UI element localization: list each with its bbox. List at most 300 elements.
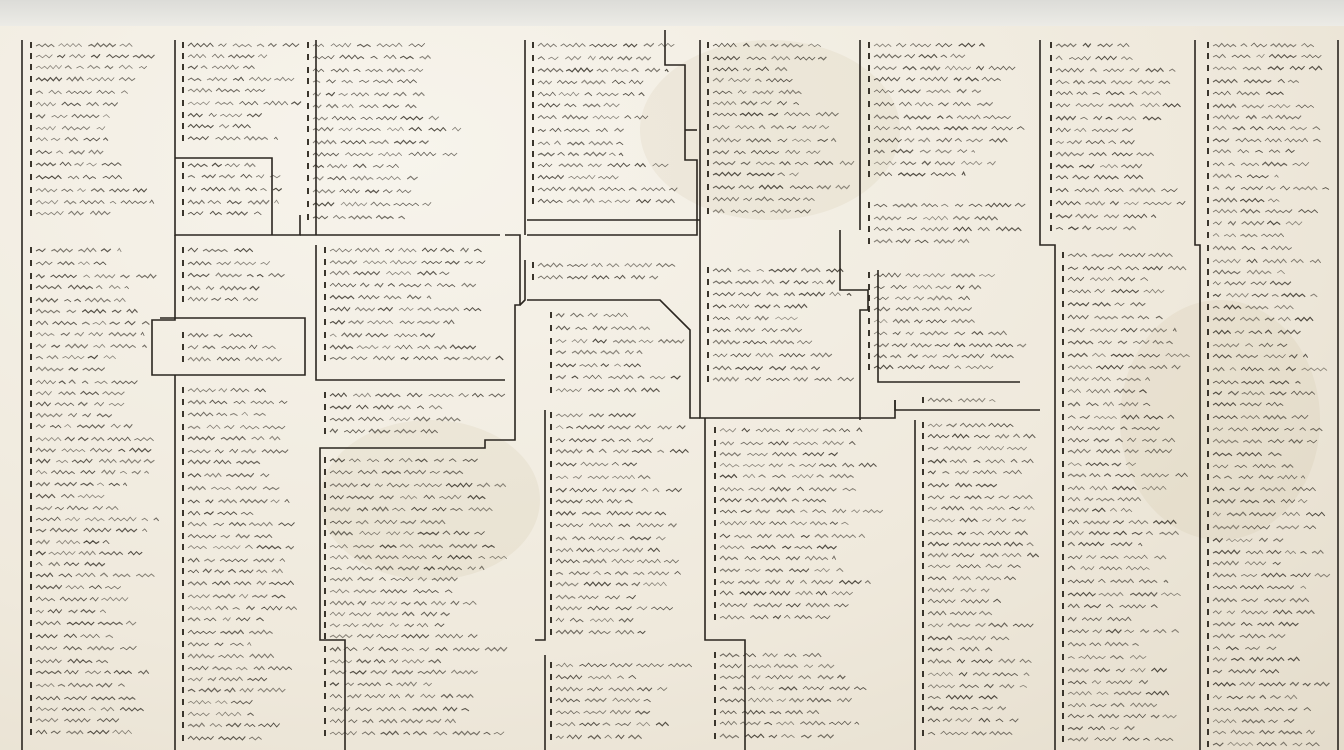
- illegible-text-line: [550, 387, 660, 393]
- illegible-text-line: [324, 270, 449, 276]
- illegible-text-line: [1207, 681, 1329, 687]
- illegible-text-line: [1207, 208, 1318, 214]
- illegible-text-line: [30, 379, 137, 385]
- illegible-text-line: [550, 570, 681, 576]
- illegible-text-line: [30, 682, 125, 688]
- illegible-text-line: [324, 622, 444, 628]
- illegible-text-line: [1062, 339, 1173, 345]
- illegible-text-line: [182, 344, 276, 350]
- illegible-text-line: [324, 506, 492, 512]
- illegible-text-line: [324, 519, 445, 525]
- illegible-text-line: [30, 366, 105, 372]
- illegible-text-line: [714, 555, 836, 561]
- illegible-text-line: [182, 629, 273, 635]
- illegible-text-line: [182, 735, 262, 741]
- illegible-text-line: [714, 602, 849, 608]
- illegible-text-line: [707, 55, 826, 61]
- illegible-text-line: [1207, 451, 1281, 457]
- illegible-text-line: [868, 295, 970, 301]
- illegible-text-line: [550, 362, 641, 368]
- illegible-text-line: [324, 259, 485, 265]
- illegible-text-line: [922, 646, 992, 652]
- illegible-text-line: [1207, 232, 1284, 238]
- illegible-text-line: [714, 733, 834, 739]
- illegible-text-line: [707, 89, 801, 95]
- illegible-text-line: [30, 469, 149, 475]
- illegible-text-line: [1062, 690, 1169, 696]
- illegible-text-line: [182, 676, 267, 682]
- illegible-text-line: [324, 247, 482, 253]
- illegible-text-line: [1207, 549, 1323, 555]
- illegible-text-line: [182, 485, 279, 491]
- illegible-text-line: [324, 482, 506, 488]
- illegible-text-line: [1207, 245, 1292, 251]
- illegible-text-line: [30, 76, 135, 82]
- illegible-text-line: [182, 64, 255, 70]
- illegible-text-line: [1207, 706, 1311, 712]
- illegible-text-line: [30, 633, 113, 639]
- illegible-text-line: [550, 629, 645, 635]
- illegible-text-line: [922, 530, 1028, 536]
- illegible-text-line: [307, 139, 429, 145]
- illegible-text-line: [30, 516, 159, 522]
- illegible-text-line: [1207, 379, 1300, 385]
- illegible-text-line: [714, 497, 826, 503]
- illegible-text-line: [714, 590, 853, 596]
- illegible-text-line: [868, 364, 993, 370]
- illegible-text-line: [324, 718, 456, 724]
- illegible-text-line: [1207, 486, 1316, 492]
- illegible-text-line: [707, 303, 807, 309]
- illegible-text-line: [182, 112, 262, 118]
- illegible-text-line: [922, 717, 1018, 723]
- illegible-text-line: [868, 238, 969, 244]
- illegible-text-line: [324, 306, 481, 312]
- illegible-text-line: [324, 530, 485, 536]
- illegible-text-line: [707, 149, 820, 155]
- illegible-text-line: [324, 282, 476, 288]
- illegible-text-line: [1062, 388, 1147, 394]
- illegible-text-line: [1062, 301, 1145, 307]
- illegible-text-line: [532, 127, 624, 133]
- illegible-text-line: [714, 440, 855, 446]
- illegible-text-line: [1207, 90, 1284, 96]
- illegible-text-line: [30, 695, 135, 701]
- illegible-text-line: [30, 101, 118, 107]
- illegible-text-line: [30, 539, 109, 545]
- illegible-text-line: [1050, 174, 1143, 180]
- illegible-text-line: [868, 171, 965, 177]
- illegible-text-line: [30, 608, 106, 614]
- illegible-text-line: [182, 459, 260, 465]
- illegible-text-line: [714, 462, 877, 468]
- illegible-text-line: [324, 355, 503, 361]
- illegible-text-line: [922, 552, 1039, 558]
- illegible-text-line: [30, 354, 116, 360]
- illegible-text-line: [324, 633, 477, 639]
- illegible-text-line: [550, 374, 680, 380]
- illegible-text-line: [324, 332, 435, 338]
- illegible-text-line: [1062, 565, 1150, 571]
- illegible-text-line: [707, 160, 854, 166]
- illegible-text-line: [550, 325, 650, 331]
- illegible-text-line: [1207, 621, 1298, 627]
- illegible-text-line: [182, 186, 282, 192]
- illegible-text-line: [868, 353, 1014, 359]
- illegible-text-line: [532, 274, 658, 280]
- illegible-text-line: [30, 717, 119, 723]
- illegible-text-line: [550, 338, 684, 344]
- illegible-text-line: [1050, 115, 1161, 121]
- illegible-text-line: [1050, 42, 1129, 48]
- illegible-text-line: [182, 53, 267, 59]
- illegible-text-line: [1207, 609, 1314, 615]
- illegible-text-line: [550, 697, 651, 703]
- illegible-text-line: [30, 584, 121, 590]
- illegible-text-line: [868, 65, 1015, 71]
- illegible-text-line: [30, 401, 124, 407]
- illegible-text-line: [1062, 496, 1141, 502]
- illegible-text-line: [1207, 353, 1308, 359]
- illegible-text-line: [1050, 127, 1133, 133]
- illegible-text-line: [868, 202, 1025, 208]
- illegible-text-line: [1207, 537, 1283, 543]
- illegible-text-line: [182, 162, 255, 168]
- illegible-text-line: [324, 294, 431, 300]
- illegible-text-line: [550, 474, 650, 480]
- illegible-text-line: [30, 390, 124, 396]
- illegible-text-line: [182, 593, 285, 599]
- illegible-text-line: [550, 510, 666, 516]
- illegible-text-line: [707, 327, 802, 333]
- illegible-text-line: [30, 113, 110, 119]
- illegible-text-line: [922, 541, 1033, 547]
- illegible-text-line: [307, 175, 418, 181]
- illegible-text-line: [922, 622, 1033, 628]
- illegible-text-line: [868, 306, 972, 312]
- illegible-text-line: [182, 510, 253, 516]
- illegible-text-line: [532, 162, 668, 168]
- illegible-text-line: [30, 64, 147, 70]
- illegible-text-line: [30, 136, 108, 142]
- illegible-text-line: [550, 605, 673, 611]
- illegible-text-line: [550, 461, 637, 467]
- illegible-text-line: [714, 486, 856, 492]
- illegible-text-line: [324, 457, 478, 463]
- illegible-text-line: [30, 505, 118, 511]
- illegible-text-line: [922, 694, 997, 700]
- illegible-text-line: [1207, 656, 1300, 662]
- illegible-text-line: [1062, 461, 1136, 467]
- illegible-text-line: [182, 272, 285, 278]
- illegible-text-line: [30, 658, 108, 664]
- illegible-text-line: [30, 53, 155, 59]
- illegible-text-line: [30, 273, 156, 279]
- illegible-text-line: [1062, 327, 1176, 333]
- illegible-text-line: [182, 356, 282, 362]
- illegible-text-line: [1207, 572, 1330, 578]
- illegible-text-line: [30, 260, 106, 266]
- illegible-text-line: [1207, 125, 1320, 131]
- illegible-text-line: [868, 88, 981, 94]
- illegible-text-line: [532, 174, 618, 180]
- illegible-text-line: [30, 527, 147, 533]
- illegible-text-line: [182, 653, 274, 659]
- illegible-text-line: [324, 543, 495, 549]
- illegible-text-line: [1207, 173, 1278, 179]
- illegible-text-line: [1062, 667, 1167, 673]
- illegible-text-line: [182, 260, 270, 266]
- illegible-text-line: [1050, 55, 1133, 61]
- illegible-text-line: [868, 101, 993, 107]
- illegible-text-line: [324, 344, 476, 350]
- illegible-text-line: [1062, 414, 1174, 420]
- illegible-text-line: [532, 198, 675, 204]
- illegible-text-line: [324, 646, 507, 652]
- illegible-text-line: [1207, 741, 1319, 747]
- illegible-text-line: [182, 387, 266, 393]
- illegible-text-line: [1062, 485, 1166, 491]
- illegible-text-line: [714, 652, 821, 658]
- illegible-text-line: [868, 215, 998, 221]
- illegible-text-line: [30, 412, 112, 418]
- illegible-text-line: [324, 681, 432, 687]
- illegible-text-line: [1062, 364, 1180, 370]
- illegible-text-line: [922, 598, 1001, 604]
- illegible-text-line: [707, 171, 799, 177]
- illegible-text-line: [707, 279, 835, 285]
- illegible-text-line: [1062, 288, 1164, 294]
- illegible-text-line: [1062, 519, 1176, 525]
- illegible-text-line: [182, 472, 269, 478]
- illegible-text-line: [307, 54, 431, 60]
- illegible-text-line: [1207, 53, 1321, 59]
- illegible-text-line: [1062, 530, 1179, 536]
- illegible-text-line: [30, 423, 132, 429]
- illegible-text-line: [324, 428, 438, 434]
- illegible-text-line: [714, 451, 838, 457]
- illegible-text-line: [868, 53, 965, 59]
- illegible-text-line: [182, 641, 251, 647]
- illegible-text-line: [30, 42, 132, 48]
- illegible-text-line: [707, 66, 787, 72]
- illegible-text-line: [1062, 679, 1148, 685]
- illegible-text-line: [868, 42, 985, 48]
- illegible-text-line: [182, 498, 289, 504]
- illegible-text-line: [550, 412, 636, 418]
- illegible-text-line: [550, 535, 665, 541]
- illegible-text-line: [707, 184, 850, 190]
- illegible-text-line: [922, 683, 1027, 689]
- illegible-text-line: [30, 447, 151, 453]
- illegible-text-line: [182, 285, 259, 291]
- illegible-text-line: [307, 126, 461, 132]
- illegible-text-line: [1050, 213, 1156, 219]
- illegible-text-line: [182, 711, 254, 717]
- illegible-text-line: [922, 575, 1016, 581]
- illegible-text-line: [324, 611, 450, 617]
- illegible-text-line: [1062, 425, 1160, 431]
- illegible-text-line: [30, 436, 154, 442]
- illegible-text-line: [1207, 463, 1293, 469]
- illegible-text-line: [922, 658, 1031, 664]
- illegible-text-line: [1207, 438, 1317, 444]
- illegible-text-line: [922, 458, 1033, 464]
- illegible-text-line: [182, 296, 258, 302]
- illegible-text-line: [1207, 366, 1327, 372]
- illegible-text-line: [1062, 654, 1146, 660]
- illegible-text-line: [182, 722, 280, 728]
- illegible-text-line: [30, 308, 138, 314]
- illegible-text-line: [550, 594, 636, 600]
- illegible-text-line: [532, 79, 643, 85]
- illegible-text-line: [1062, 725, 1134, 731]
- illegible-text-line: [1062, 401, 1150, 407]
- illegible-text-line: [550, 617, 633, 623]
- illegible-text-line: [1207, 280, 1291, 286]
- illegible-text-line: [1207, 316, 1313, 322]
- illegible-text-line: [868, 125, 1024, 131]
- illegible-text-line: [30, 149, 103, 155]
- illegible-text-line: [1207, 474, 1305, 480]
- illegible-text-line: [1207, 65, 1322, 71]
- illegible-text-line: [1207, 137, 1321, 143]
- illegible-text-line: [707, 77, 792, 83]
- illegible-text-line: [30, 297, 125, 303]
- illegible-text-line: [532, 91, 644, 97]
- illegible-text-line: [30, 320, 149, 326]
- illegible-text-line: [714, 579, 871, 585]
- illegible-text-line: [324, 658, 441, 664]
- illegible-text-line: [1207, 414, 1308, 420]
- illegible-text-line: [707, 365, 820, 371]
- illegible-text-line: [868, 226, 1021, 232]
- illegible-text-line: [1207, 185, 1329, 191]
- illegible-text-line: [868, 114, 1011, 120]
- illegible-text-line: [1062, 713, 1176, 719]
- illegible-text-line: [1062, 314, 1163, 320]
- illegible-text-line: [714, 427, 862, 433]
- illegible-text-line: [1207, 342, 1287, 348]
- illegible-text-line: [182, 665, 292, 671]
- illegible-text-line: [1207, 114, 1301, 120]
- illegible-text-line: [922, 494, 1032, 500]
- illegible-text-line: [30, 669, 149, 675]
- illegible-text-line: [182, 332, 252, 338]
- illegible-text-line: [182, 699, 252, 705]
- illegible-text-line: [707, 376, 854, 382]
- illegible-text-line: [1207, 560, 1281, 566]
- illegible-text-line: [324, 669, 478, 675]
- illegible-text-line: [1062, 437, 1175, 443]
- illegible-text-line: [1062, 616, 1131, 622]
- illegible-text-line: [1062, 265, 1186, 271]
- illegible-text-line: [307, 151, 457, 157]
- illegible-text-line: [1207, 161, 1309, 167]
- illegible-text-line: [324, 706, 469, 712]
- illegible-text-line: [1050, 79, 1170, 85]
- illegible-text-line: [1207, 668, 1279, 674]
- illegible-text-line: [550, 558, 679, 564]
- illegible-text-line: [1062, 603, 1157, 609]
- illegible-text-line: [550, 674, 636, 680]
- illegible-text-line: [182, 605, 297, 611]
- illegible-text-line: [550, 437, 653, 443]
- illegible-text-line: [324, 554, 507, 560]
- illegible-text-line: [1050, 225, 1136, 231]
- illegible-text-line: [324, 392, 505, 398]
- illegible-text-line: [182, 557, 285, 563]
- illegible-text-line: [550, 424, 685, 430]
- illegible-text-line: [30, 620, 136, 626]
- illegible-text-line: [30, 729, 132, 735]
- illegible-text-line: [307, 103, 416, 109]
- illegible-text-line: [868, 272, 995, 278]
- illegible-text-line: [550, 686, 667, 692]
- illegible-text-line: [1207, 426, 1322, 432]
- illegible-text-line: [182, 135, 278, 141]
- illegible-text-line: [922, 445, 1027, 451]
- illegible-text-line: [532, 262, 675, 268]
- illegible-text-line: [550, 734, 642, 740]
- illegible-text-line: [1207, 401, 1283, 407]
- illegible-text-line: [1207, 258, 1321, 264]
- illegible-text-line: [868, 148, 975, 154]
- illegible-text-line: [182, 521, 295, 527]
- illegible-text-line: [1207, 524, 1316, 530]
- illegible-text-line: [1207, 103, 1314, 109]
- illegible-text-line: [324, 565, 484, 571]
- illegible-text-line: [550, 721, 669, 727]
- illegible-text-line: [30, 89, 128, 95]
- illegible-text-line: [1062, 591, 1181, 597]
- illegible-text-line: [1207, 729, 1315, 735]
- illegible-text-line: [1050, 67, 1175, 73]
- illegible-text-line: [182, 399, 287, 405]
- illegible-text-line: [1207, 304, 1293, 310]
- illegible-text-line: [1207, 329, 1301, 335]
- illegible-text-line: [307, 163, 399, 169]
- illegible-text-line: [922, 635, 1009, 641]
- illegible-text-line: [1062, 541, 1142, 547]
- illegible-text-line: [182, 247, 253, 253]
- illegible-text-line: [707, 339, 812, 345]
- illegible-text-line: [868, 318, 975, 324]
- illegible-text-line: [30, 458, 154, 464]
- illegible-text-line: [922, 730, 1012, 736]
- illegible-text-line: [30, 187, 147, 193]
- illegible-text-line: [707, 208, 811, 214]
- illegible-text-line: [182, 424, 285, 430]
- illegible-text-line: [868, 76, 1001, 82]
- illegible-text-line: [1207, 220, 1302, 226]
- illegible-text-line: [1062, 641, 1139, 647]
- illegible-text-line: [714, 567, 843, 573]
- illegible-text-line: [182, 76, 294, 82]
- illegible-text-line: [532, 186, 677, 192]
- illegible-text-line: [307, 214, 405, 220]
- illegible-text-line: [307, 67, 423, 73]
- illegible-text-line: [307, 91, 424, 97]
- illegible-text-line: [182, 42, 299, 48]
- illegible-text-line: [714, 720, 859, 726]
- illegible-text-line: [324, 319, 454, 325]
- illegible-text-line: [30, 174, 122, 180]
- illegible-text-line: [868, 284, 981, 290]
- illegible-text-line: [714, 674, 845, 680]
- illegible-text-line: [1062, 276, 1148, 282]
- illegible-text-line: [532, 114, 648, 120]
